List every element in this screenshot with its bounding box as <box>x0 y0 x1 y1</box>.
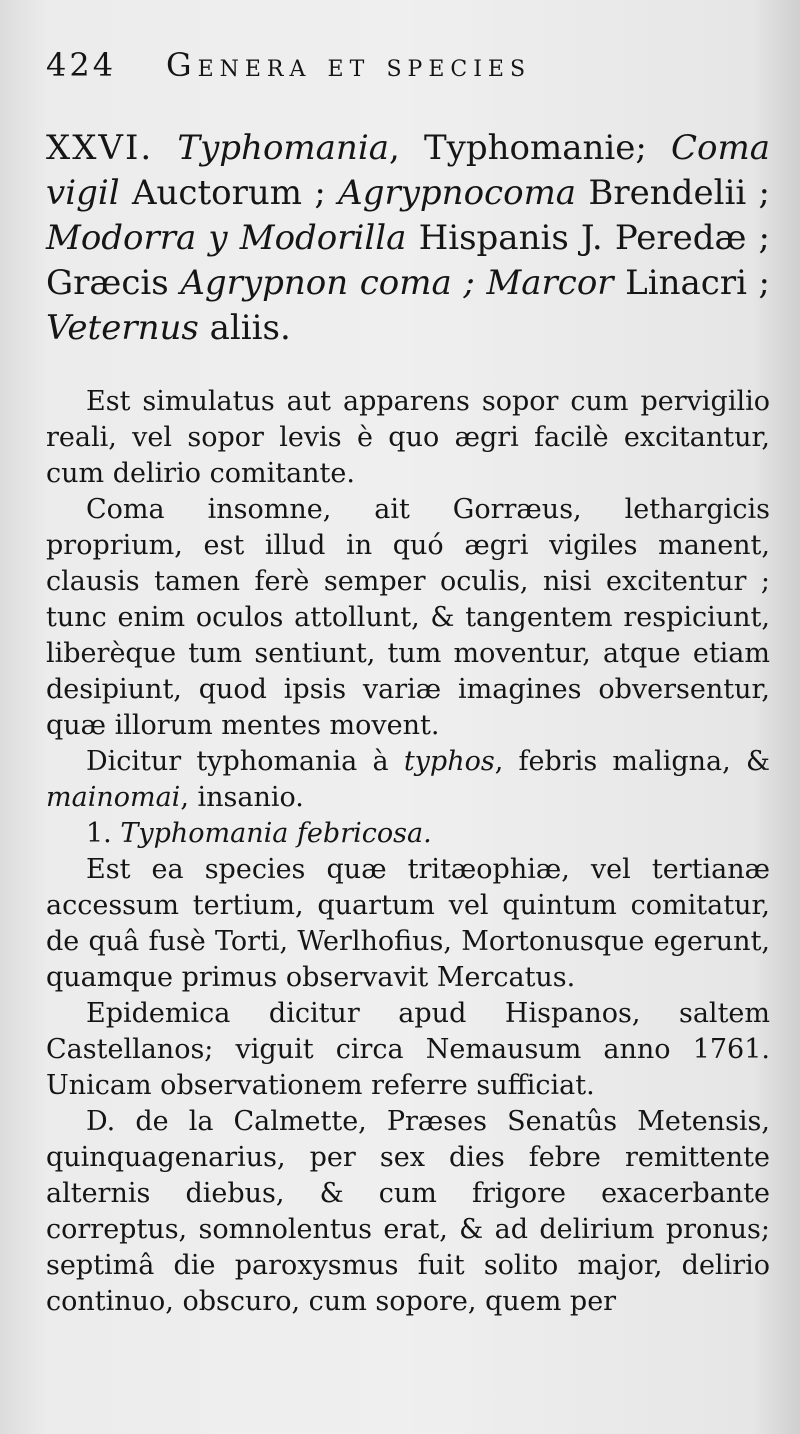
paragraph-epidemic: Epidemica dicitur apud Hispanos, saltem Castellanos; viguit circa Nemausum anno 1761. Unicam observationem referre sufficiat. <box>46 998 770 1101</box>
page-number: 424 <box>46 46 117 84</box>
paragraph-species-description: Est ea species quæ tritæophiæ, vel tertianæ accessum tertium, quartum vel quintum comitatur, de quâ fusè Torti, Werlhofius, Mortonusque egerunt, quamque primus observavit Mercatus. <box>46 854 770 993</box>
etym-word-typhos: typhos <box>403 746 495 777</box>
title-text-3: Brendelii ; <box>576 173 770 213</box>
species-name: Typhomania febricosa. <box>120 818 432 849</box>
title-name: Typhomania <box>177 128 389 168</box>
title-text-6: aliis. <box>198 308 291 348</box>
section-number: XXVI. <box>46 128 154 168</box>
paragraph-etymology <box>46 744 770 816</box>
title-italic-6: Veternus <box>46 308 199 348</box>
title-italic-5: Agrypnon coma ; Marcor <box>180 263 614 303</box>
title-text-1: , Typhomanie; <box>388 128 671 168</box>
title-italic-4: Modorra y Modorilla <box>46 218 407 258</box>
title-italic-2: Coma vigil <box>46 128 770 213</box>
page-header <box>46 40 766 90</box>
section-title <box>46 126 770 351</box>
paragraph-case: D. de la Calmette, Præses Senatûs Metensis, quinquagenarius, per sex dies febre remittente alternis diebus, & cum frigore exacerbante correptus, somnolentus erat, & ad delirium pronus; septimâ die paroxysmus fuit solito major, delirio continuo, obscuro, cum sopore, quem per <box>46 1106 770 1317</box>
etym-text-a: Dicitur typhomania à <box>86 746 404 777</box>
etym-word-mainomai: mainomai <box>46 782 181 813</box>
etym-text-b: , febris maligna, & <box>494 746 770 777</box>
paragraph-definition: Est simulatus aut apparens sopor cum pervigilio reali, vel sopor levis è quo ægri facilè excitantur, cum delirio comitante. <box>46 386 770 489</box>
etym-text-c: , insanio. <box>180 782 304 813</box>
body-text <box>46 384 770 1320</box>
title-text-5: Linacri ; <box>613 263 770 303</box>
running-title: Genera et species <box>166 46 532 84</box>
paragraph-gorraeus: Coma insomne, ait Gorræus, lethargicis proprium, est illud in quó ægri vigiles manent, clausis tamen ferè semper oculis, nisi excitentur ; tunc enim oculos attollunt, & tangentem respiciunt, liberèque tum sentiunt, tum moventur, atque etiam desipiunt, quod ipsis variæ imagines obversentur, quæ illorum mentes movent. <box>46 494 770 741</box>
title-italic-3: Agrypnocoma <box>338 173 577 213</box>
species-number: 1. <box>86 818 121 849</box>
title-text-4: Hispanis J. Peredæ ; Græcis <box>46 218 771 303</box>
title-text-2: Auctorum ; <box>119 173 339 213</box>
species-heading <box>46 816 770 852</box>
